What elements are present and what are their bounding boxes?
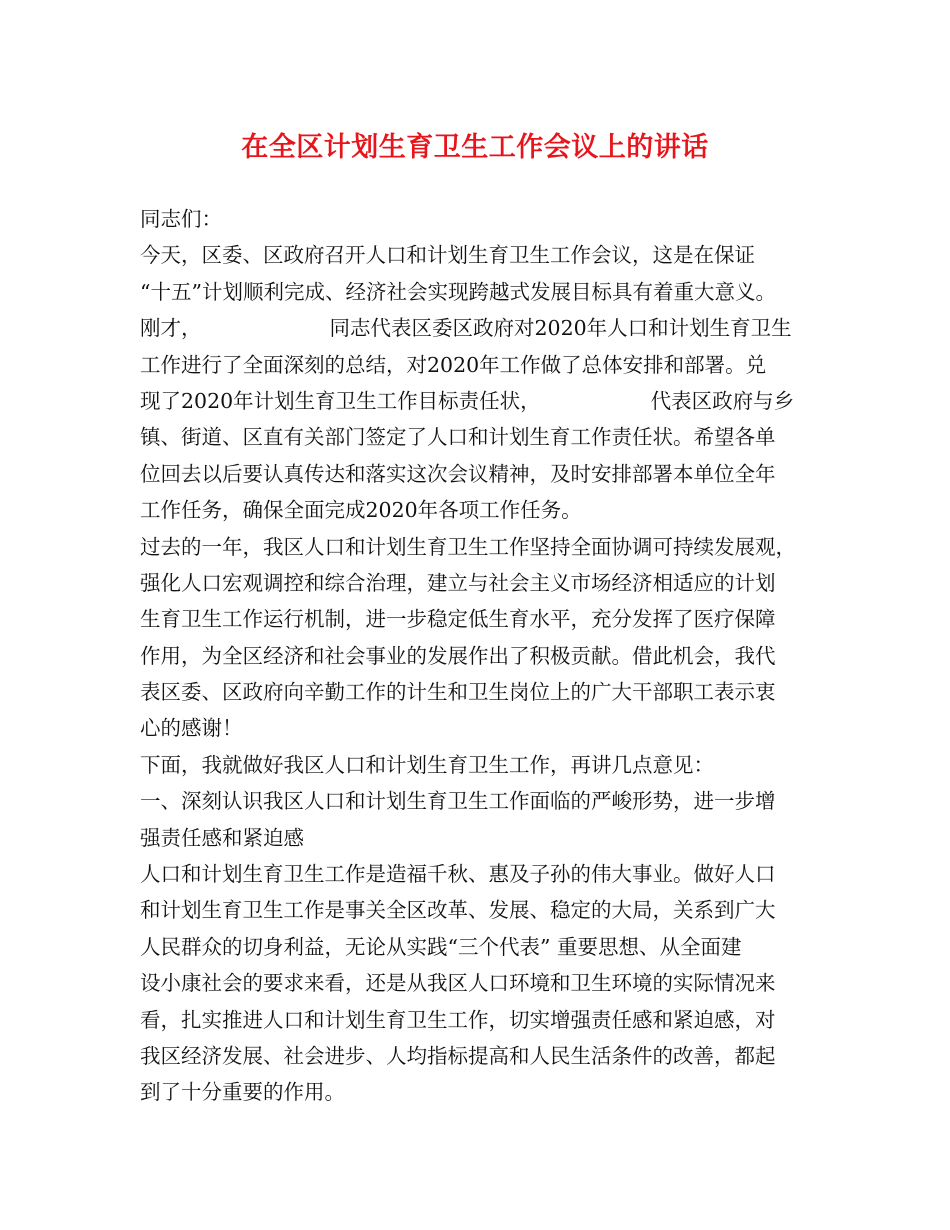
body-line: 设小康社会的要求来看，还是从我区人口环境和卫生环境的实际情况来 <box>140 971 776 996</box>
body-line: 人民群众的切身利益，无论从实践“三个代表” 重要思想、从全面建 <box>140 934 742 959</box>
body-line: 过去的一年，我区人口和计划生育卫生工作坚持全面协调可持续发展观， <box>140 534 796 559</box>
body-line: 和计划生育卫生工作是事关全区改革、发展、稳定的大局，关系到广大 <box>140 898 776 923</box>
body-line: 位回去以后要认真传达和落实这次会议精神，及时安排部署本单位全年 <box>140 461 776 486</box>
body-line: 强化人口宏观调控和综合治理，建立与社会主义市场经济相适应的计划 <box>140 570 776 595</box>
body-text-segment: 现了2020年计划生育卫生工作目标责任状， <box>140 388 541 413</box>
body-line <box>140 383 830 419</box>
body-line: 下面，我就做好我区人口和计划生育卫生工作，再讲几点意见： <box>140 752 714 777</box>
body-line: 表区委、区政府向辛勤工作的计生和卫生岗位上的广大干部职工表示衷 <box>140 680 776 705</box>
body-text-segment: 代表区政府与乡 <box>650 388 795 413</box>
body-line: 人口和计划生育卫生工作是造福千秋、惠及子孙的伟大事业。做好人口 <box>140 862 776 887</box>
body-line: 工作任务，确保全面完成2020年各项工作任务。 <box>140 498 582 523</box>
section-heading-line: 一、深刻认识我区人口和计划生育卫生工作面临的严峻形势，进一步增 <box>140 789 776 814</box>
body-line: 看，扎实推进人口和计划生育卫生工作，切实增强责任感和紧迫感，对 <box>140 1007 776 1032</box>
body-line: 心的感谢！ <box>140 716 243 741</box>
body-line: 我区经济发展、社会进步、人均指标提高和人民生活条件的改善，都起 <box>140 1043 776 1068</box>
body-line: 工作进行了全面深刻的总结，对2020年工作做了总体安排和部署。兑 <box>140 352 767 377</box>
document-title: 在全区计划生育卫生工作会议上的讲话 <box>241 132 709 163</box>
body-line: 生育卫生工作运行机制，进一步稳定低生育水平，充分发挥了医疗保障 <box>140 607 776 632</box>
document-body <box>140 201 830 1111</box>
body-line: “十五”计划顺利完成、经济社会实现跨越式发展目标具有着重大意义。 <box>140 279 776 304</box>
body-text-segment: 刚才， <box>140 316 202 341</box>
section-heading-line: 强责任感和紧迫感 <box>140 825 304 850</box>
body-text-segment: 同志代表区委区政府对2020年人口和计划生育卫生 <box>329 316 792 341</box>
salutation: 同志们： <box>140 207 222 231</box>
body-line: 到了十分重要的作用。 <box>140 1080 345 1105</box>
body-line: 镇、街道、区直有关部门签定了人口和计划生育工作责任状。希望各单 <box>140 425 776 450</box>
body-line: 今天，区委、区政府召开人口和计划生育卫生工作会议，这是在保证 <box>140 243 755 268</box>
body-line <box>140 310 830 346</box>
body-line: 作用，为全区经济和社会事业的发展作出了积极贡献。借此机会，我代 <box>140 643 776 668</box>
